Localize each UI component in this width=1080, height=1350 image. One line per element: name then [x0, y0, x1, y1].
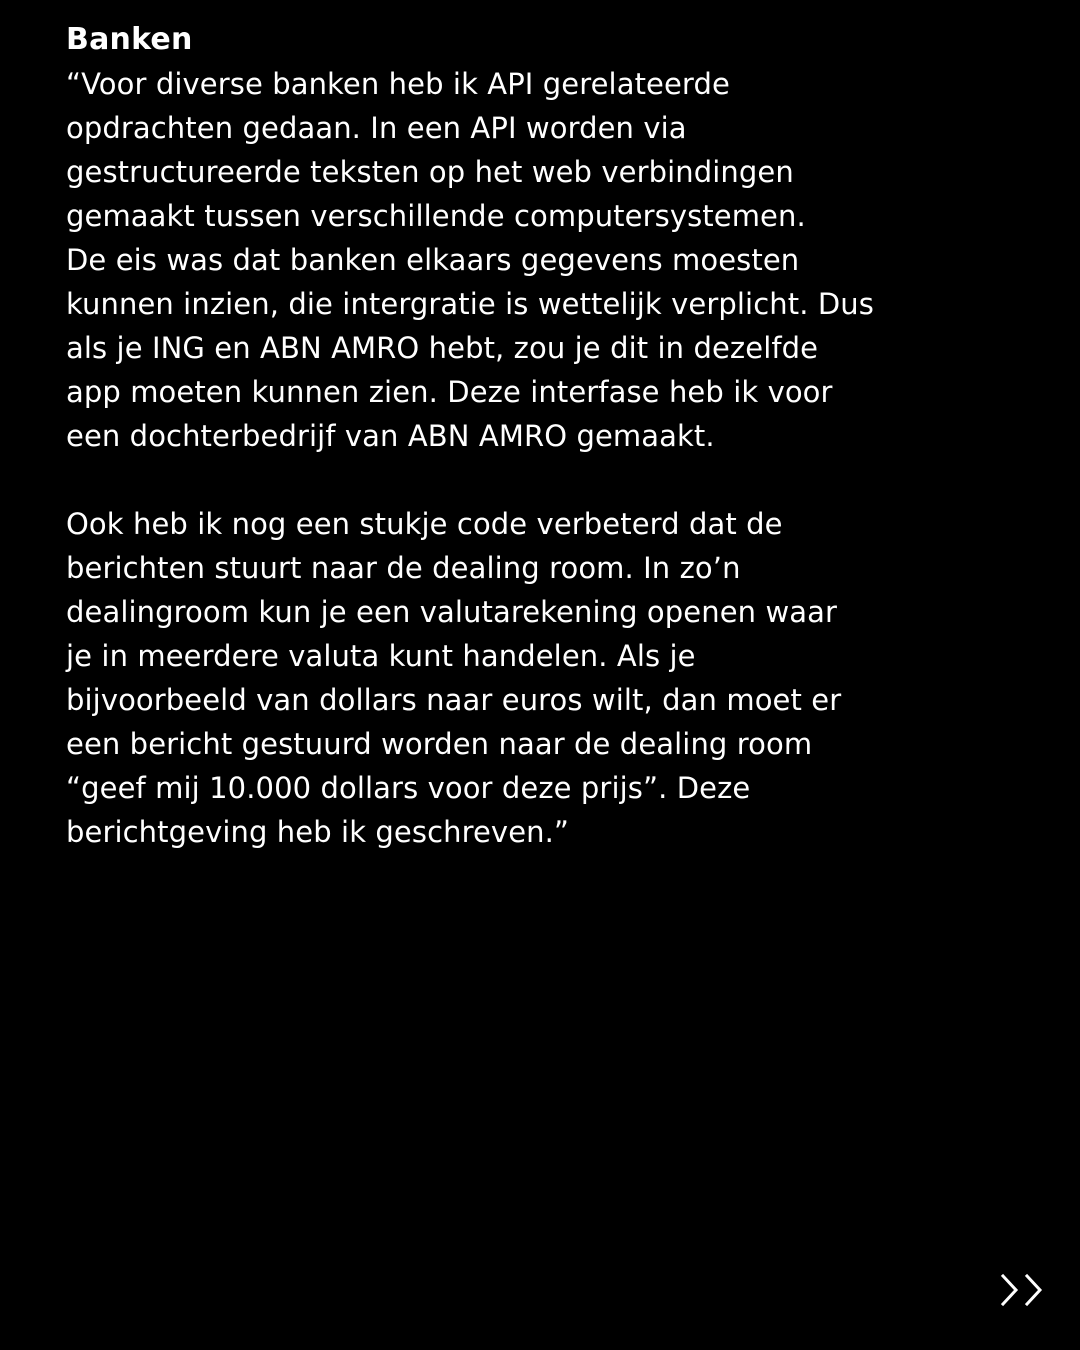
double-chevron-right-icon	[998, 1272, 1052, 1310]
text-line: Ook heb ik nog een stukje code verbeterd dat de	[66, 507, 783, 541]
text-line: gemaakt tussen verschillende computersystemen.	[66, 199, 806, 233]
text-line: een dochterbedrijf van ABN AMRO gemaakt.	[66, 419, 715, 453]
text-line: als je ING en ABN AMRO hebt, zou je dit in dezelfde	[66, 331, 819, 365]
text-line: gestructureerde teksten op het web verbindingen	[66, 155, 794, 189]
text-line: berichten stuurt naar de dealing room. In zo’n	[66, 551, 741, 585]
text-line: bijvoorbeeld van dollars naar euros wilt, dan moet er	[66, 683, 842, 717]
text-line: De eis was dat banken elkaars gegevens moesten	[66, 243, 800, 277]
text-line: een bericht gestuurd worden naar de dealing room	[66, 727, 813, 761]
text-line: app moeten kunnen zien. Deze interfase heb ik voor	[66, 375, 833, 409]
text-content	[66, 18, 1026, 854]
paragraph-dealing-room	[66, 502, 1026, 854]
section-heading: Banken	[66, 22, 193, 57]
text-line: berichtgeving heb ik geschreven.”	[66, 815, 570, 849]
text-line: “Voor diverse banken heb ik API gerelateerde	[66, 67, 730, 101]
text-line: kunnen inzien, die intergratie is wettelijk verplicht. Dus	[66, 287, 874, 321]
text-line: dealingroom kun je een valutarekening openen waar	[66, 595, 838, 629]
next-page-button[interactable]	[998, 1272, 1052, 1310]
text-line: je in meerdere valuta kunt handelen. Als je	[66, 639, 696, 673]
paragraph-spacer	[66, 458, 1026, 502]
paragraph-api	[66, 62, 1026, 458]
text-line: “geef mij 10.000 dollars voor deze prijs”. Deze	[66, 771, 751, 805]
text-line: opdrachten gedaan. In een API worden via	[66, 111, 687, 145]
